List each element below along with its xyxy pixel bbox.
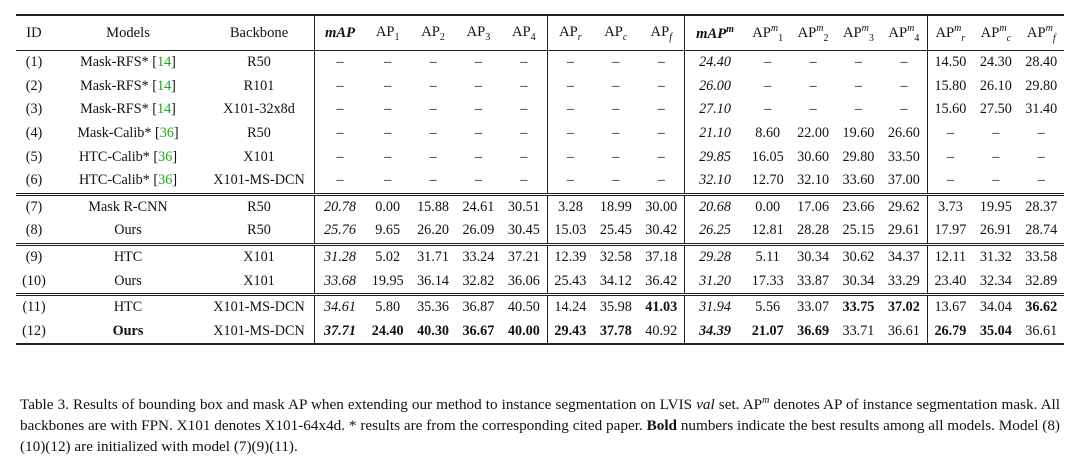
row-cell: 26.20 <box>417 222 449 239</box>
row-cell: – <box>854 77 862 94</box>
row-backbone: X101-MS-DCN <box>204 294 315 319</box>
table-row <box>16 98 1064 122</box>
row-cell: – <box>612 172 620 189</box>
row-cell: 36.62 <box>1019 294 1064 319</box>
row-cell: 22.00 <box>797 125 830 142</box>
row-cell: – <box>315 122 366 146</box>
row-cell: 37.00 <box>887 172 920 189</box>
row-cell: 32.89 <box>1025 272 1058 289</box>
table-row <box>16 169 1064 194</box>
row-cell: – <box>384 172 392 189</box>
row-cell: 34.61 <box>315 294 366 319</box>
row-id: (1) <box>25 54 43 71</box>
row-cell: – <box>384 101 392 118</box>
row-cell: 30.34 <box>842 272 875 289</box>
row-cell: 29.28 <box>685 244 746 269</box>
row-cell: – <box>657 125 665 142</box>
row-cell: – <box>547 98 593 122</box>
citation-link[interactable]: 36 <box>159 125 174 142</box>
row-cell: 12.11 <box>927 244 973 269</box>
row-cell: – <box>927 145 973 169</box>
row-backbone: X101-32x8d <box>223 101 295 118</box>
row-cell: 3.28 <box>547 194 593 219</box>
row-cell: – <box>547 51 593 75</box>
citation-link[interactable]: 14 <box>156 101 172 118</box>
row-model <box>52 194 204 219</box>
row-cell: 17.33 <box>751 272 784 289</box>
row-cell: 8.60 <box>755 125 781 142</box>
row-cell: 31.40 <box>1025 101 1058 118</box>
row-cell: 25.43 <box>547 269 593 294</box>
citation-bracket: ] <box>172 148 178 165</box>
row-cell: 28.40 <box>1025 54 1058 71</box>
model-name: HTC-Calib* [ <box>78 172 159 189</box>
row-cell: 35.04 <box>973 320 1018 345</box>
row-id: (6) <box>25 172 43 189</box>
row-cell: 23.40 <box>927 269 973 294</box>
row-model <box>52 98 204 122</box>
row-cell: 25.76 <box>315 219 366 244</box>
row-cell: 25.45 <box>599 222 632 239</box>
results-table <box>16 14 1064 345</box>
row-cell: 26.10 <box>979 77 1012 94</box>
citation-bracket: ] <box>172 172 178 189</box>
row-cell: 18.99 <box>593 194 638 219</box>
row-cell: 36.69 <box>790 320 835 345</box>
row-cell: – <box>657 101 665 118</box>
row-backbone: X101 <box>204 244 315 269</box>
row-cell: 29.80 <box>842 148 875 165</box>
row-cell: 31.20 <box>685 269 746 294</box>
row-cell: 30.34 <box>790 244 835 269</box>
row-cell: – <box>612 125 620 142</box>
row-cell: 24.40 <box>685 51 746 75</box>
table-header-row <box>16 15 1064 51</box>
row-cell: 33.75 <box>836 294 881 319</box>
row-cell: 32.10 <box>797 172 830 189</box>
row-cell: 19.95 <box>973 194 1018 219</box>
row-cell: – <box>547 145 593 169</box>
model-name: Mask R-CNN <box>88 198 168 215</box>
col-header-map: mAP <box>315 15 366 51</box>
row-cell: 33.29 <box>887 272 920 289</box>
row-id: (8) <box>25 222 43 239</box>
row-cell: 16.05 <box>751 148 784 165</box>
row-cell: – <box>612 101 620 118</box>
row-cell: – <box>657 172 665 189</box>
row-cell: – <box>547 75 593 99</box>
row-cell: 29.61 <box>887 222 920 239</box>
row-model <box>52 320 204 345</box>
row-cell: – <box>429 54 437 71</box>
row-cell: 36.61 <box>881 320 927 345</box>
row-model <box>52 269 204 294</box>
table-row <box>16 122 1064 146</box>
row-model <box>52 169 204 194</box>
row-cell: 30.62 <box>836 244 881 269</box>
col-header-mapm: mAP$^m$ <box>685 15 746 51</box>
row-cell: – <box>657 54 665 71</box>
row-cell: – <box>520 101 528 118</box>
row-cell: 28.28 <box>797 222 830 239</box>
row-cell: 30.42 <box>645 222 678 239</box>
table-row <box>16 194 1064 219</box>
row-cell: – <box>520 148 528 165</box>
col-header-ap3: $AP_3$ <box>456 15 501 51</box>
row-cell: – <box>547 122 593 146</box>
row-cell: 32.10 <box>685 169 746 194</box>
row-cell: 32.82 <box>462 272 495 289</box>
col-header-apmr: $AP^m_r$ <box>927 15 973 51</box>
table-row <box>16 320 1064 345</box>
row-cell: – <box>1037 125 1045 142</box>
row-cell: 40.00 <box>501 320 547 345</box>
model-name: HTC-Calib* [ <box>78 148 159 165</box>
model-name: Ours <box>114 222 142 239</box>
col-header-ap2: $AP_2$ <box>410 15 455 51</box>
model-name: Mask-Calib* [ <box>77 125 160 142</box>
row-cell: 31.71 <box>410 244 455 269</box>
row-cell: 33.07 <box>790 294 835 319</box>
row-cell: 27.10 <box>685 98 746 122</box>
row-cell: 26.60 <box>887 125 920 142</box>
row-cell: 33.71 <box>836 320 881 345</box>
row-cell: 37.18 <box>639 244 685 269</box>
row-cell: 40.50 <box>501 294 547 319</box>
row-backbone: X101 <box>243 272 275 289</box>
row-backbone: R50 <box>247 54 271 71</box>
row-cell: 32.58 <box>593 244 638 269</box>
row-cell: 12.39 <box>547 244 593 269</box>
row-cell: – <box>384 125 392 142</box>
row-cell: 15.80 <box>927 75 973 99</box>
row-cell: 12.81 <box>751 222 784 239</box>
row-cell: 26.79 <box>927 320 973 345</box>
row-cell: – <box>384 77 392 94</box>
row-cell: – <box>809 54 817 71</box>
row-cell: 27.50 <box>979 101 1012 118</box>
row-cell: 15.88 <box>410 194 455 219</box>
row-cell: 19.95 <box>371 272 404 289</box>
table-row <box>16 219 1064 244</box>
table-row <box>16 75 1064 99</box>
row-cell: 24.61 <box>456 194 501 219</box>
row-cell: 5.56 <box>745 294 790 319</box>
row-cell: – <box>474 54 482 71</box>
row-cell: 33.58 <box>1019 244 1064 269</box>
row-cell: 33.87 <box>797 272 830 289</box>
row-cell: 32.34 <box>979 272 1012 289</box>
row-cell: 23.66 <box>836 194 881 219</box>
row-cell: 36.67 <box>456 320 501 345</box>
row-cell: 15.03 <box>547 219 593 244</box>
model-name: Ours <box>114 272 142 289</box>
row-cell: 29.80 <box>1025 77 1058 94</box>
col-header-apc: $AP_c$ <box>593 15 638 51</box>
row-cell: 28.74 <box>1025 222 1058 239</box>
row-cell: 33.60 <box>842 172 875 189</box>
row-model <box>52 122 204 146</box>
row-cell: 30.51 <box>501 194 547 219</box>
row-cell: 15.60 <box>927 98 973 122</box>
row-id: (5) <box>25 148 43 165</box>
col-header-models: Models <box>52 15 204 51</box>
row-cell: 26.91 <box>979 222 1012 239</box>
col-header-ap4: $AP_4$ <box>501 15 547 51</box>
citation-link[interactable]: 14 <box>156 54 172 71</box>
row-cell: – <box>764 77 772 94</box>
row-cell: 37.78 <box>593 320 638 345</box>
row-cell: – <box>1037 172 1045 189</box>
col-header-apmc: $AP^m_c$ <box>973 15 1018 51</box>
row-id: (12) <box>16 320 52 345</box>
row-cell: 36.14 <box>417 272 449 289</box>
row-cell: 12.70 <box>751 172 784 189</box>
row-cell: 41.03 <box>639 294 685 319</box>
row-cell: 35.36 <box>410 294 455 319</box>
row-cell: 36.61 <box>1019 320 1064 345</box>
row-cell: – <box>474 125 482 142</box>
row-cell: 36.42 <box>645 272 678 289</box>
row-cell: – <box>657 77 665 94</box>
row-cell: – <box>429 172 437 189</box>
row-id: (10) <box>22 272 46 289</box>
col-header-apm3: $AP^m_3$ <box>836 15 881 51</box>
row-cell: – <box>612 54 620 71</box>
col-header-apm4: $AP^m_4$ <box>881 15 927 51</box>
row-cell: – <box>992 172 1000 189</box>
row-id: (7) <box>16 194 52 219</box>
row-cell: 24.40 <box>365 320 410 345</box>
row-cell: 31.94 <box>685 294 746 319</box>
citation-link[interactable]: 36 <box>158 172 173 189</box>
row-id: (3) <box>25 101 43 118</box>
row-cell: 21.07 <box>745 320 790 345</box>
row-cell: – <box>384 148 392 165</box>
row-cell: 21.10 <box>685 122 746 146</box>
row-cell: 0.00 <box>745 194 790 219</box>
row-cell: – <box>1037 148 1045 165</box>
row-model <box>52 51 204 75</box>
row-cell: 37.71 <box>315 320 366 345</box>
row-cell: – <box>429 148 437 165</box>
row-model <box>52 294 204 319</box>
citation-bracket: ] <box>171 54 176 71</box>
row-id: (2) <box>25 77 43 94</box>
row-cell: 36.06 <box>507 272 540 289</box>
table-row <box>16 51 1064 75</box>
row-cell: – <box>809 77 817 94</box>
row-cell: – <box>474 148 482 165</box>
row-cell: – <box>992 125 1000 142</box>
row-cell: – <box>429 77 437 94</box>
model-name: HTC <box>113 249 143 266</box>
citation-link[interactable]: 14 <box>156 77 172 94</box>
row-cell: – <box>809 101 817 118</box>
row-cell: 33.50 <box>887 148 920 165</box>
row-cell: 37.21 <box>501 244 547 269</box>
row-cell: 14.50 <box>927 51 973 75</box>
row-backbone: R50 <box>247 222 271 239</box>
row-cell: – <box>520 172 528 189</box>
row-cell: 28.37 <box>1019 194 1064 219</box>
col-header-apf: $AP_f$ <box>639 15 685 51</box>
row-cell: 34.37 <box>881 244 927 269</box>
row-cell: 13.67 <box>927 294 973 319</box>
row-cell: 33.68 <box>315 269 366 294</box>
row-id: (4) <box>25 125 43 142</box>
row-cell: – <box>315 169 366 194</box>
row-cell: – <box>474 172 482 189</box>
row-cell: 34.39 <box>685 320 746 345</box>
row-model <box>52 219 204 244</box>
row-cell: – <box>429 101 437 118</box>
row-cell: – <box>764 54 772 71</box>
row-cell: – <box>384 54 392 71</box>
table-row <box>16 244 1064 269</box>
row-id: (9) <box>16 244 52 269</box>
row-backbone: R50 <box>204 194 315 219</box>
citation-bracket: ] <box>171 77 176 94</box>
citation-bracket: ] <box>173 125 179 142</box>
row-cell: – <box>900 77 908 94</box>
col-header-id: ID <box>16 15 52 51</box>
row-backbone: X101-MS-DCN <box>213 172 305 189</box>
row-cell: 20.78 <box>315 194 366 219</box>
row-cell: – <box>900 101 908 118</box>
table-caption: Table 3. Results of bounding box and mask AP when extending our method to instance segmentation on LVIS val set. $AP^m$ denotes AP of instance segmentation mask. All backbones are with FPN. X101 denotes X101-64x4d. * results are from the corresponding cited paper. Bold numbers indicate the best results among all models. Model (8)(10)(12) are initialized with model (7)(9)(11). <box>20 395 1060 456</box>
row-cell: 0.00 <box>365 194 410 219</box>
row-cell: 3.73 <box>927 194 973 219</box>
row-model <box>52 145 204 169</box>
row-cell: – <box>520 125 528 142</box>
row-id: (11) <box>16 294 52 319</box>
row-cell: 34.12 <box>599 272 632 289</box>
row-cell: 19.60 <box>842 125 875 142</box>
row-cell: 29.43 <box>547 320 593 345</box>
row-cell: 33.24 <box>456 244 501 269</box>
row-cell: 20.68 <box>685 194 746 219</box>
row-cell: 31.32 <box>973 244 1018 269</box>
row-backbone: X101-MS-DCN <box>204 320 315 345</box>
model-name: Mask-RFS* [ <box>80 54 157 71</box>
row-backbone: X101 <box>243 148 275 165</box>
row-cell: – <box>612 77 620 94</box>
row-cell: 36.87 <box>456 294 501 319</box>
row-cell: 40.92 <box>639 320 685 345</box>
row-cell: – <box>315 51 366 75</box>
row-cell: – <box>612 148 620 165</box>
col-header-apm1: $AP^m_1$ <box>745 15 790 51</box>
table-row <box>16 269 1064 294</box>
row-cell: 17.06 <box>790 194 835 219</box>
row-cell: – <box>657 148 665 165</box>
row-backbone: R101 <box>243 77 275 94</box>
table-body <box>16 51 1064 345</box>
model-name: Mask-RFS* [ <box>80 101 157 118</box>
row-cell: – <box>854 101 862 118</box>
row-cell: 31.28 <box>315 244 366 269</box>
row-cell: 26.09 <box>462 222 495 239</box>
row-cell: 29.85 <box>685 145 746 169</box>
row-cell: – <box>520 77 528 94</box>
row-backbone: R50 <box>247 125 271 142</box>
row-cell: 25.15 <box>842 222 875 239</box>
results-table-container <box>16 14 1064 345</box>
row-cell: – <box>429 125 437 142</box>
model-name: Mask-RFS* [ <box>80 77 157 94</box>
row-cell: 30.45 <box>507 222 540 239</box>
row-cell: – <box>547 169 593 194</box>
col-header-apm2: $AP^m_2$ <box>790 15 835 51</box>
row-cell: – <box>764 101 772 118</box>
row-cell: – <box>474 101 482 118</box>
row-cell: 5.80 <box>365 294 410 319</box>
row-cell: – <box>992 148 1000 165</box>
model-name: Ours <box>112 322 144 339</box>
row-cell: 14.24 <box>547 294 593 319</box>
row-cell: 5.11 <box>745 244 790 269</box>
row-cell: 40.30 <box>410 320 455 345</box>
table-row <box>16 294 1064 319</box>
row-cell: 26.25 <box>685 219 746 244</box>
row-cell: 17.97 <box>927 219 973 244</box>
row-cell: – <box>927 169 973 194</box>
row-cell: – <box>315 75 366 99</box>
row-cell: – <box>474 77 482 94</box>
col-header-backbone: Backbone <box>204 15 315 51</box>
row-cell: – <box>854 54 862 71</box>
row-cell: – <box>520 54 528 71</box>
row-cell: 35.98 <box>593 294 638 319</box>
col-header-apmf: $AP^m_f$ <box>1019 15 1064 51</box>
row-cell: 30.60 <box>797 148 830 165</box>
row-cell: – <box>315 98 366 122</box>
row-cell: 5.02 <box>365 244 410 269</box>
model-name: HTC <box>113 299 143 316</box>
row-cell: 34.04 <box>973 294 1018 319</box>
row-cell: 9.65 <box>375 222 401 239</box>
row-cell: 29.62 <box>881 194 927 219</box>
citation-link[interactable]: 36 <box>158 148 173 165</box>
row-cell: – <box>900 54 908 71</box>
row-cell: 24.30 <box>979 54 1012 71</box>
col-header-ap1: $AP_1$ <box>365 15 410 51</box>
row-model <box>52 75 204 99</box>
col-header-apr: $AP_r$ <box>547 15 593 51</box>
row-model <box>52 244 204 269</box>
row-cell: 26.00 <box>685 75 746 99</box>
row-cell: 37.02 <box>881 294 927 319</box>
table-row <box>16 145 1064 169</box>
citation-bracket: ] <box>171 101 176 118</box>
row-cell: 30.00 <box>639 194 685 219</box>
row-cell: – <box>927 122 973 146</box>
row-cell: – <box>315 145 366 169</box>
